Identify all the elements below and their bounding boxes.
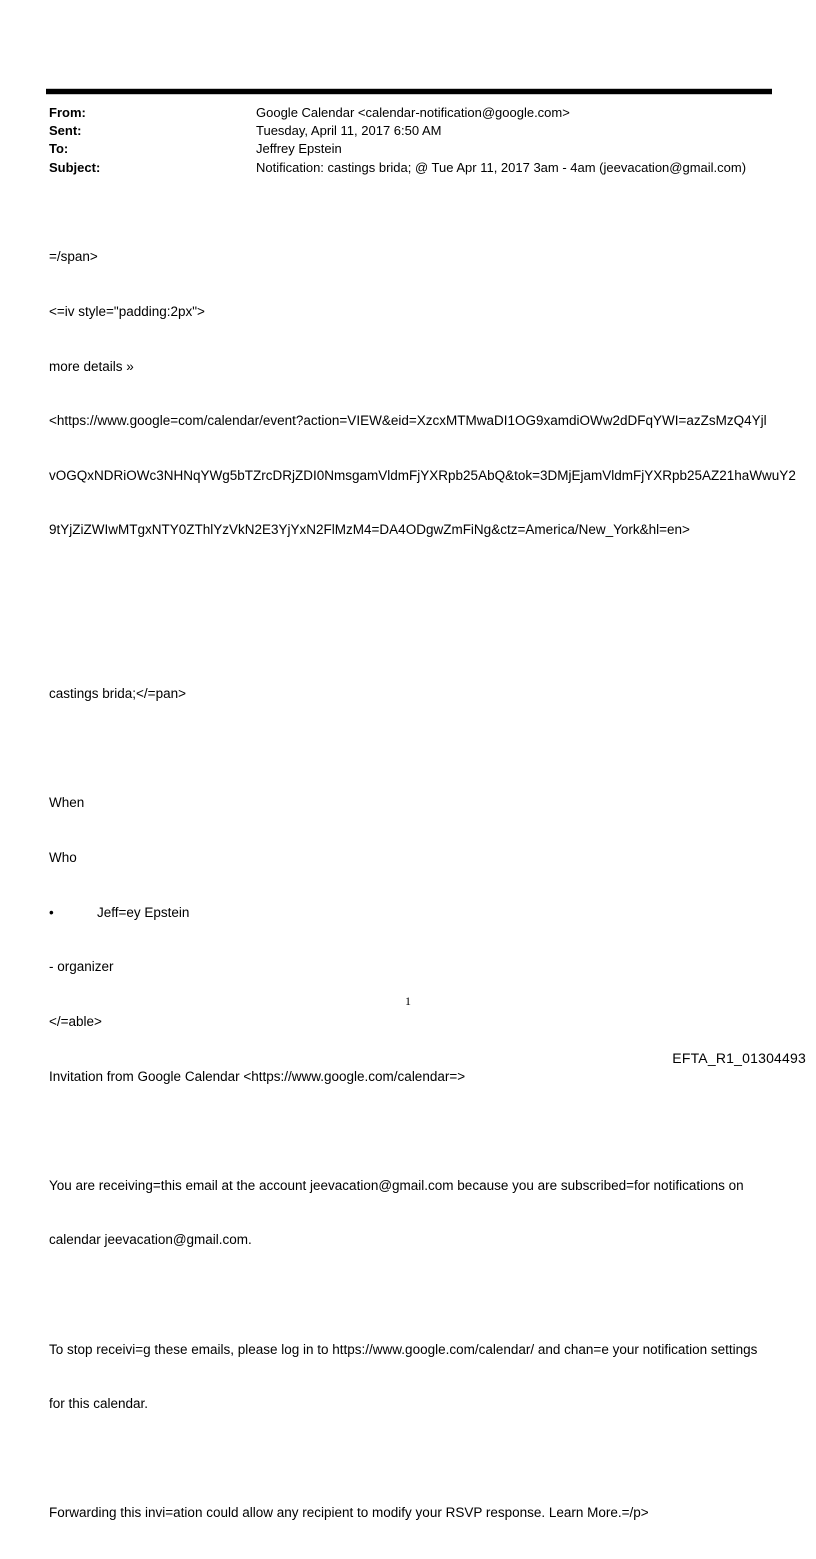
body-line-event-url: <https://www.google=com/calendar/event?action=VIEW&eid=XzcxMTMwaDI1OG9xamdiOWw2dDFqYWI=azZsMzQ4Yjl	[49, 413, 767, 429]
body-line-more-details: more details »	[49, 358, 134, 374]
body-line-attendee: • Jeff=ey Epstein	[49, 904, 190, 920]
body-line-stop-notice: To stop receivi=g these emails, please log in to https://www.google.com/calendar/ and chan=e your notification settings	[49, 1341, 758, 1357]
body-line-event-title: castings brida;</=pan>	[49, 686, 186, 702]
body-line-event-url: 9tYjZiZWIwMTgxNTY0ZThlYzVkN2E3YjYxN2FlMzM4=DA4ODgwZmFiNg&ctz=America/New_York&hl=en>	[49, 522, 690, 538]
header-value-sent: Tuesday, April 11, 2017 6:50 AM	[256, 123, 442, 139]
header-row-sent	[49, 122, 794, 140]
header-row-to	[49, 140, 794, 158]
body-line-when: When	[49, 795, 85, 811]
page-number: 1	[405, 994, 411, 1008]
body-line-blank	[49, 740, 774, 758]
body-line-organizer: - organizer	[49, 959, 114, 975]
body-line-blank	[49, 1286, 774, 1304]
header-label-sent: Sent:	[49, 123, 82, 139]
header-value-from: Google Calendar <calendar-notification@google.com>	[256, 105, 570, 120]
body-line-blank	[49, 631, 774, 649]
header-value-subject: Notification: castings brida; @ Tue Apr 11, 2017 3am - 4am (jeevacation@gmail.com)	[256, 159, 747, 175]
header-value-to: Jeffrey Epstein	[256, 141, 342, 157]
email-body	[49, 212, 796, 1559]
header-label-to: To:	[49, 141, 69, 157]
email-header-block	[49, 104, 794, 177]
body-line-who: Who	[49, 850, 77, 866]
header-row-from	[49, 104, 794, 122]
header-label-from: From:	[49, 105, 86, 120]
header-label-subject: Subject:	[49, 159, 101, 175]
body-line: <=iv style="padding:2px">	[49, 304, 205, 320]
header-divider-rule	[46, 88, 772, 95]
body-line-blank	[49, 576, 774, 594]
bates-number: EFTA_R1_01304493	[672, 1050, 806, 1066]
body-line: =/span>	[49, 249, 98, 265]
body-line-event-url: vOGQxNDRiOWc3NHNqYWg5bTZrcDRjZDI0NmsgamVldmFjYXRpb25AbQ&tok=3DMjEjamVldmFjYXRpb25AZ21haWwuY2	[49, 467, 796, 483]
body-line: </=able>	[49, 1013, 102, 1029]
body-line-forwarding-notice: Forwarding this invi=ation could allow any recipient to modify your RSVP response. Learn More.=/p>	[49, 1505, 649, 1521]
body-line-stop-notice: for this calendar.	[49, 1396, 149, 1412]
body-line-invitation: Invitation from Google Calendar <https://www.google.com/calendar=>	[49, 1068, 466, 1084]
body-line-receiving-notice: You are receiving=this email at the account jeevacation@gmail.com because you are subscribed=for notifications on	[49, 1177, 744, 1193]
body-line-blank	[49, 1450, 774, 1468]
body-line-receiving-notice: calendar jeevacation@gmail.com.	[49, 1232, 252, 1248]
header-row-subject	[49, 159, 794, 177]
body-line-blank	[49, 1122, 774, 1140]
